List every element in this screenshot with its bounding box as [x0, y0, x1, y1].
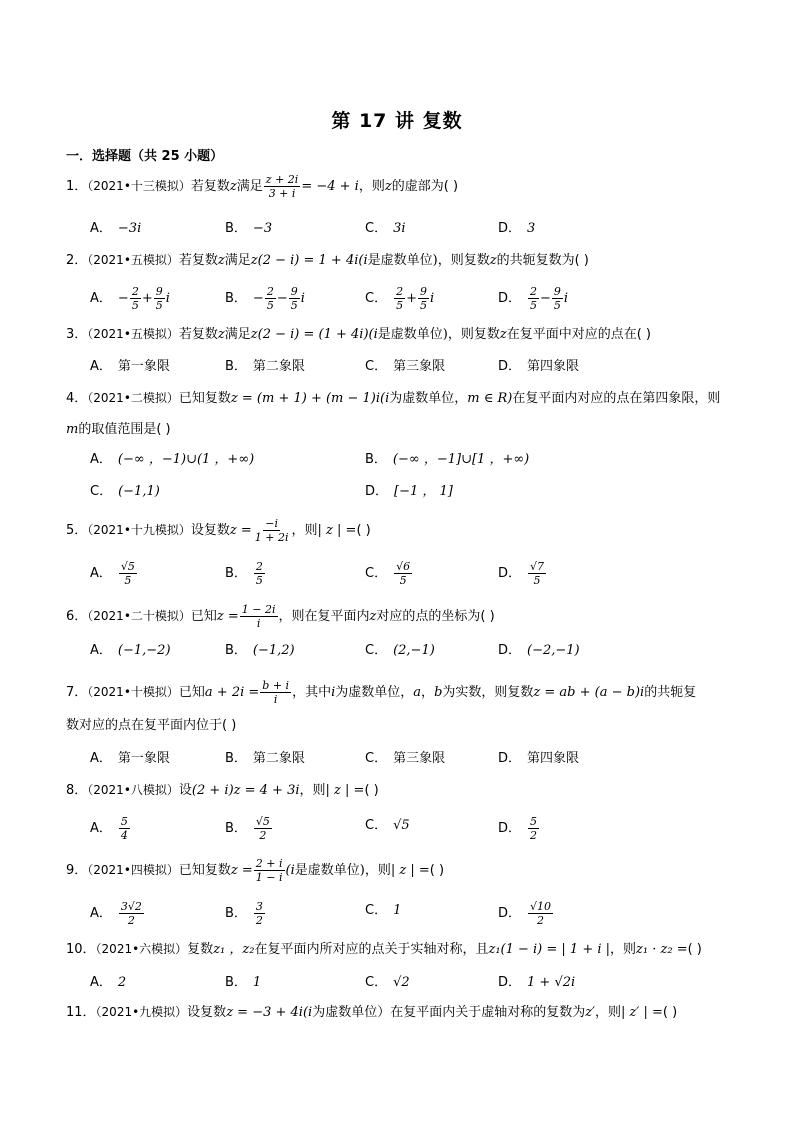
section-heading: 一．选择题（共 25 小题）	[66, 149, 224, 164]
q4-option-c[interactable]: C． (−1,1)	[90, 484, 160, 499]
q8-option-b[interactable]: B． $\frac{√5}{2}$	[225, 815, 270, 842]
q6-option-b[interactable]: B． (−1,2)	[225, 643, 295, 658]
question-5: 5．（2021•十九模拟）设复数z = $\frac{-i}{1 + 2i}$ ，则| z | =( )	[66, 517, 371, 544]
q9-option-c[interactable]: C． 1	[365, 903, 402, 918]
question-6: 6．（2021•二十模拟）已知z = $\frac{1 - 2i}{i}$ ，则在复平面内z对应的点的坐标为( )	[66, 603, 495, 630]
q2-option-c[interactable]: C． $\frac{2}{5}$ + $\frac{9}{5}$ i	[365, 285, 435, 312]
fraction: $\frac{z + 2i}{3 + i}$	[265, 173, 299, 200]
q1-option-c[interactable]: C． 3i	[365, 221, 406, 236]
page-title: 第 17 讲 复数	[331, 110, 463, 132]
q6-option-a[interactable]: A． (−1,−2)	[90, 643, 171, 658]
q3-option-d[interactable]: D． 第四象限	[498, 359, 580, 374]
question-9: 9．（2021•四模拟）已知复数z = $\frac{2 + i}{1 - i}$ (i是虚数单位)，则| z | =( )	[66, 857, 445, 884]
q5-option-b[interactable]: B． $\frac{2}{5}$	[225, 560, 263, 587]
q4-option-a[interactable]: A． (−∞ ，−1)∪(1 ，+∞)	[90, 452, 255, 467]
q3-option-a[interactable]: A． 第一象限	[90, 359, 170, 374]
q6-option-d[interactable]: D． (−2,−1)	[498, 643, 580, 658]
q7-option-c[interactable]: C． 第三象限	[365, 751, 446, 766]
question-3: 3．（2021•五模拟）若复数z满足z(2 − i) = (1 + 4i)(i是虚数单位)，则复数z在复平面中对应的点在( )	[66, 327, 651, 342]
q4-option-d[interactable]: D． [−1 ， 1]	[365, 484, 453, 499]
q3-option-b[interactable]: B． 第二象限	[225, 359, 305, 374]
q1-option-d[interactable]: D． 3	[498, 221, 536, 236]
q5-option-c[interactable]: C． $\frac{√6}{5}$	[365, 560, 411, 587]
question-1: 1．（2021•十三模拟）若复数z满足 $\frac{z + 2i}{3 + i}$ = −4 + i，则z的虚部为( )	[66, 173, 459, 200]
question-4: 4．（2021•二模拟）已知复数z = (m + 1) + (m − 1)i(i为虚数单位，m ∈ R)在复平面内对应的点在第四象限，则	[66, 391, 721, 406]
q9-option-b[interactable]: B． $\frac{3}{2}$	[225, 900, 263, 927]
q6-option-c[interactable]: C． (2,−1)	[365, 643, 435, 658]
question-7: 7．（2021•十模拟）已知a + 2i = $\frac{b + i}{i}$ ，其中i为虚数单位，a，b为实数，则复数z = ab + (a − b)i的共轭复	[66, 679, 697, 706]
q10-option-b[interactable]: B． 1	[225, 975, 262, 990]
q4-option-b[interactable]: B． (−∞ ，−1]∪[1 ，+∞)	[365, 452, 530, 467]
question-8: 8．（2021•八模拟）设(2 + i)z = 4 + 3i，则| z | =( )	[66, 783, 379, 798]
q2-option-a[interactable]: A． − $\frac{2}{5}$ + $\frac{9}{5}$ i	[90, 285, 170, 312]
q2-option-d[interactable]: D． $\frac{2}{5}$ − $\frac{9}{5}$ i	[498, 285, 569, 312]
q7-option-a[interactable]: A． 第一象限	[90, 751, 170, 766]
q9-option-a[interactable]: A． $\frac{3√2}{2}$	[90, 900, 142, 927]
q10-option-d[interactable]: D． 1 + √2i	[498, 975, 576, 990]
q1-option-a[interactable]: A． −3i	[90, 221, 142, 236]
q9-option-d[interactable]: D． $\frac{√10}{2}$	[498, 900, 552, 927]
question-2: 2．（2021•五模拟）若复数z满足z(2 − i) = 1 + 4i(i是虚数单位)，则复数z的共轭复数为( )	[66, 253, 589, 268]
q10-option-c[interactable]: C． √2	[365, 975, 410, 990]
q2-option-b[interactable]: B． − $\frac{2}{5}$ − $\frac{9}{5}$ i	[225, 285, 305, 312]
question-7-line-2: 数对应的点在复平面内位于( )	[66, 718, 237, 733]
question-10: 10．（2021•六模拟）复数z₁ ，z₂在复平面内所对应的点关于实轴对称，且z₁(1 − i) = | 1 + i |，则z₁ · z₂ =( )	[66, 942, 702, 957]
q5-option-d[interactable]: D． $\frac{√7}{5}$	[498, 560, 545, 587]
q8-option-c[interactable]: C． √5	[365, 818, 410, 833]
q3-option-c[interactable]: C． 第三象限	[365, 359, 446, 374]
question-11: 11．（2021•九模拟）设复数z = −3 + 4i(i为虚数单位）在复平面内关于虚轴对称的复数为z′，则| z′ | =( )	[66, 1005, 678, 1020]
q1-option-b[interactable]: B． −3	[225, 221, 273, 236]
q7-option-d[interactable]: D． 第四象限	[498, 751, 580, 766]
q8-option-d[interactable]: D． $\frac{5}{2}$	[498, 815, 538, 842]
question-4-line-2: m的取值范围是( )	[66, 422, 171, 437]
q8-option-a[interactable]: A． $\frac{5}{4}$	[90, 815, 128, 842]
q5-option-a[interactable]: A． $\frac{√5}{5}$	[90, 560, 135, 587]
q7-option-b[interactable]: B． 第二象限	[225, 751, 305, 766]
q10-option-a[interactable]: A． 2	[90, 975, 127, 990]
